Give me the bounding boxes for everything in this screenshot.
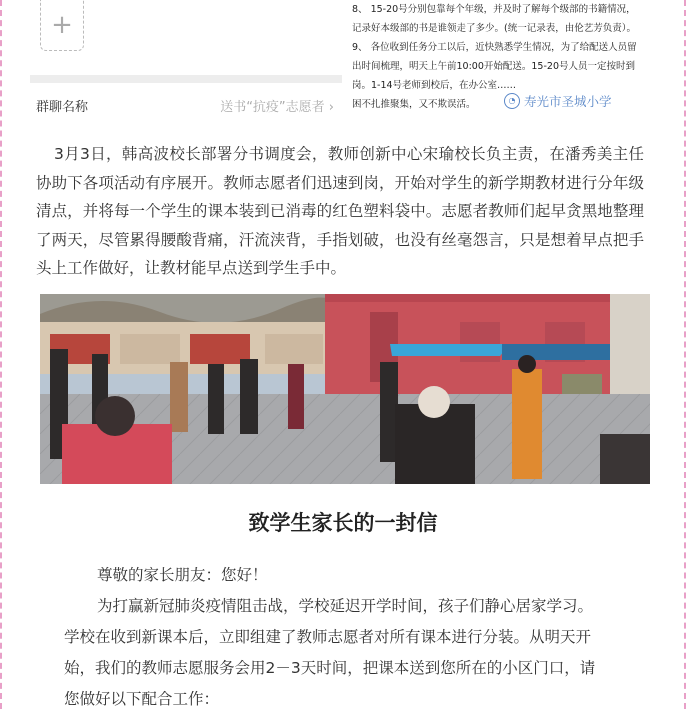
notice-line: 岗。1-14号老师到校后，在办公室……: [352, 80, 517, 91]
notice-line: 困不扎推聚集，又不欺误活。: [352, 99, 476, 110]
notice-line: 8、 15-20号分别包靠每个年级，并及时了解每个级部的书籍情况，: [352, 4, 636, 15]
notice-line: 9、 各位收到任务分工以后，近快熟悉学生情况，为了给配送人员留: [352, 42, 637, 53]
letter-title: 致学生家长的一封信: [248, 511, 438, 535]
school-watermark: [504, 92, 612, 110]
letter-line: 学校在收到新课本后，立即组建了教师志愿者对所有课本进行分装。从明天开: [64, 628, 592, 646]
page-border-left: [0, 0, 2, 709]
wechat-logo-icon: ◔: [504, 93, 520, 109]
group-name-value: 送书“抗疫”志愿者 ›: [220, 100, 334, 115]
chat-screenshot: [30, 0, 342, 122]
group-name-label: 群聊名称: [36, 100, 89, 115]
letter-line: 您做好以下配合工作：: [64, 690, 220, 708]
letter-body: [64, 560, 644, 715]
plus-icon: +: [51, 10, 73, 40]
article-paragraph: [36, 140, 644, 283]
letter-line: 为打赢新冠肺炎疫情阻击战，学校延迟开学时间，孩子们静心居家学习。: [97, 597, 594, 615]
volunteer-meeting-photo: [40, 294, 650, 484]
article-text: 3月3日，韩高波校长部署分书调度会，教师创新中心宋瑜校长负主责，在潘秀美主任协助下各项活动有序展开。教师志愿者们迅速到岗，开始对学生的新学期教材进行分年级清点，并将每一个学生的课本装到已消毒的红色塑料袋中。志愿者教师们起早贪黑地整理了两天，尽管累得腰酸背痛，汗流浃背，手指划破，也没有丝毫怨言，只是想着早点把手头上工作做好，让教材能早点送到学生手中。: [36, 145, 644, 277]
divider-band: [30, 75, 342, 83]
notice-line: 记录好本级部的书是谁领走了多少。(统一记录表，由伦艺芳负责）。: [352, 23, 636, 34]
group-name-row[interactable]: [30, 96, 342, 116]
notice-line: 出时间梳理，明天上午前10:00开始配送。15-20号人员一定按时到: [352, 61, 635, 72]
watermark-text: 寿光市圣城小学: [524, 94, 612, 109]
letter-greeting: 尊敬的家长朋友：您好！: [97, 566, 268, 584]
add-member-button[interactable]: [40, 0, 84, 51]
letter-line: 始，我们的教师志愿服务会用2－3天时间，把课本送到您所在的小区门口，请: [64, 659, 596, 677]
